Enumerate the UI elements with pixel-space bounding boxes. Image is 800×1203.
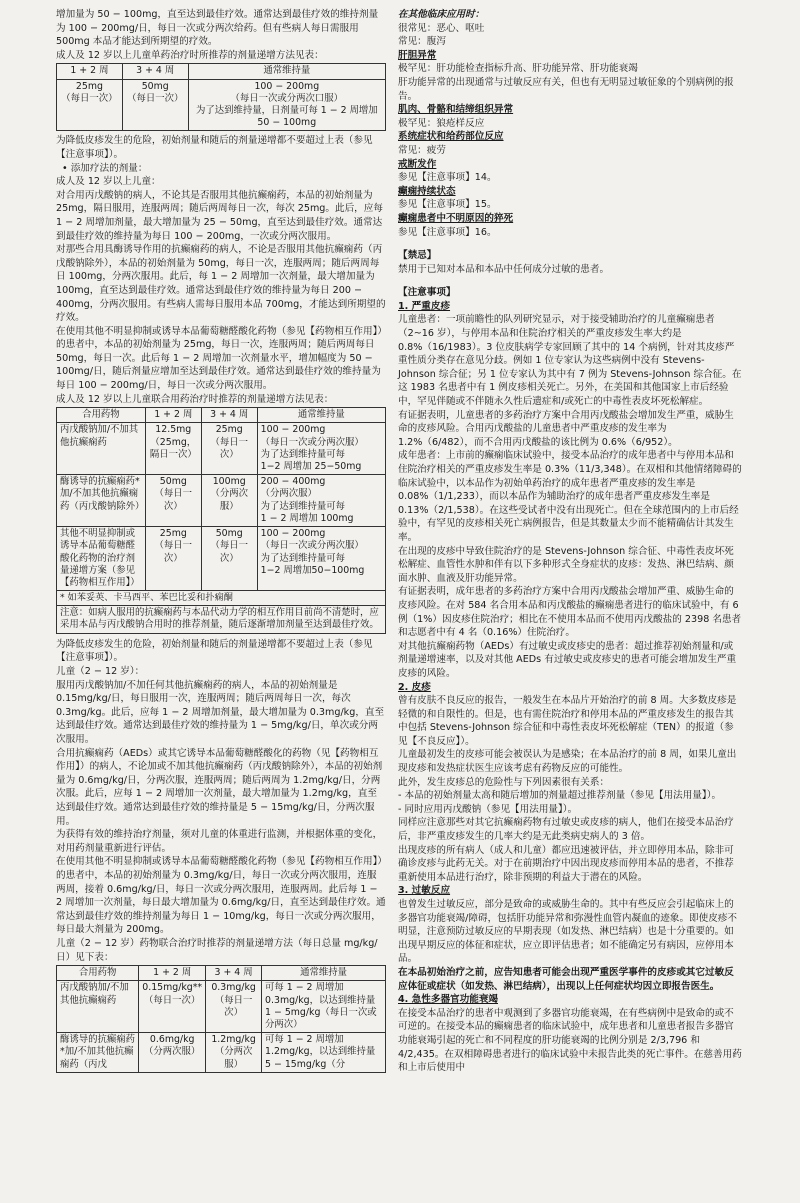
status-epilepticus-line: 参见【注意事项】15。 <box>398 199 497 211</box>
musculoskeletal-line: 极罕见：狼疮样反应 <box>398 117 485 129</box>
rash-paragraph: 同样应注意那些对其它抗癫痫药物有过敏史或皮疹的病人，他们在接受本品治疗后，非严重皮疹发生的几率大约是无此类病史病人的 3 倍。 <box>398 817 734 843</box>
organ-failure-heading: 4. 急性多器官功能衰竭 <box>398 994 499 1006</box>
left-column <box>56 8 386 1076</box>
rash-paragraph: 出现皮疹的所有病人（成人和儿童）都应迅速被评估，并立即停用本品，除非可确诊皮疹与此药无关。对于在前期治疗中因出现皮疹而停用本品的患者，不推荐重新使用本品进行治疗，除非预期的利益大于潜在的风险。 <box>398 844 734 883</box>
section-heading-musculoskeletal: 肌肉、骨骼和结缔组织异常 <box>398 104 514 116</box>
table-header: 1 + 2 周 <box>145 408 201 423</box>
table-cell: 100 − 200mg （每日一次或分两次服） 为了达到维持量可每 1−2 周增加50−100mg <box>257 527 385 591</box>
serious-rash-aed-history: 对其他抗癫痫药物（AEDs）有过敏史或皮疹史的患者：超过推荐初始剂量和/或剂量递增速率，以及对其他 AEDs 有过敏史或皮疹史的患者可能会增加发生严重皮疹的风险。 <box>398 640 737 679</box>
table-row <box>57 527 386 591</box>
table-cell: 酶诱导的抗癫痫药*加/不加其他抗癫痫药（丙戊酸钠除外） <box>57 475 146 527</box>
hypersensitivity-bold-warning: 在本品初始治疗之前，应告知患者可能会出现严重医学事件的皮疹或其它过敏反应体征或症状（如发热、淋巴结病），出现以上任何症状均因立即报告医生。 <box>398 966 734 992</box>
table-header: 3 + 4 周 <box>206 966 262 981</box>
inducer-paragraph: 对那些合用具酶诱导作用的抗癫痫药的病人，不论是否服用其他抗癫痫药（丙戊酸钠除外），本品的初始剂量为 50mg，每日一次，连服两周；随后两周每日 100mg，分两次服用。此后，每 1 − 2 周增加一次剂量，最大增加量为 100mg，直至达到最佳疗效。通常达到最佳疗效的维持量为每日 200 − 400mg，分两次服用。有些病人需每日服用本品 700mg，才能达到所期望的疗效。 <box>56 244 386 324</box>
precautions-heading: 【注意事项】 <box>398 287 456 299</box>
section-heading-systemic: 系统症状和给药部位反应 <box>398 131 504 143</box>
table-cell: 25mg （每日一次） <box>201 423 257 475</box>
table-header: 3 + 4 周 <box>122 64 188 79</box>
table-header: 通常维持量 <box>257 408 385 423</box>
section-heading-liver: 肝胆异常 <box>398 49 437 61</box>
rash-paragraph: 曾有皮肤不良反应的报告，一般发生在本品片开始治疗的前 8 周。大多数皮疹是轻微的和自限性的。但是，也有需住院治疗和停用本品的严重皮疹发生的报告其中包括 Stevens-Johnson 综合征和中毒性表皮坏死松解症（TEN）的报道（参见【不良反应】）。 <box>398 695 737 747</box>
table-header: 通常维持量 <box>188 64 385 79</box>
table-row <box>57 423 386 475</box>
valproate-paragraph: 对合用丙戊酸钠的病人，不论其是否服用其他抗癫痫药，本品的初始剂量为 25mg，隔日服用，连服两周；随后两周每日一次，每次 25mg。此后，应每 1 − 2 周增加剂量，最大增加量为 25 − 50mg，直至达到最佳疗效。通常达到最佳疗效的维持量为每日 100 − 200mg，一次或分两次服用。 <box>56 189 383 242</box>
table-row <box>57 981 386 1033</box>
serious-rash-types: 在出现的皮疹中导致住院治疗的是 Stevens-Johnson 综合征、中毒性表皮坏死松解症、血管性水肿和伴有以下多种形式全身症状的皮疹：发热、淋巴结病、颜面水肿、血液及肝功能异常。 <box>398 545 734 584</box>
child-other-paragraph: 在使用其他不明显抑制或诱导本品葡萄糖醛酸化药物（参见【药物相互作用】）的患者中，本品的初始剂量为 0.3mg/kg/日，每日一次或分两次服用，连服两周，接着 0.6mg/kg/日，每日一次或分两次服用，连服两周。此后每 1 − 2 周增加一次剂量，每日最大增加量为 0.6mg/kg/日，直至达到最佳疗效。通常达到最佳疗效的维持剂量为每日 1 − 10mg/kg，每日一次或分两次服用，每日最大剂量为 200mg。 <box>56 856 386 936</box>
table-header: 通常维持量 <box>262 966 386 981</box>
rash-paragraph: 此外，发生皮疹总的危险性与下列因素很有关系： <box>398 776 610 788</box>
dosage-intro: 增加量为 50 − 100mg，直至达到最佳疗效。通常达到最佳疗效的维持剂量为 100 − 200mg/日，每日一次或分两次给药。但有些病人每日需服用 500mg 本品才能达到所期望的疗效。 <box>56 9 379 48</box>
section-heading-sudep: 癫痫患者中不明原因的猝死 <box>398 212 514 224</box>
table-cell: 丙戊酸钠加/不加其他抗癫痫药 <box>57 423 146 475</box>
rash-paragraph: - 同时应用丙戊酸钠（参见【用法用量】）。 <box>398 803 578 815</box>
table-cell: 1.2mg/kg （分两次服） <box>206 1033 262 1073</box>
serious-rash-children: 儿童患者：一项前瞻性的队列研究显示，对于接受辅助治疗的儿童癫痫患者（2~16 岁），与停用本品和住院治疗相关的严重皮疹发生率大约是 0.8%（16/1983）。3 位皮肤病学专家回顾了其中的 14 个病例，针对其皮疹严重性质分类存在意见分歧。例如 1 位专家认为这些病例中没有 Stevens-Johnson 综合征；另 1 位专家认为其中有 7 例为 Stevens-Johnson 综合征。在这 1983 名患者中有 1 例皮疹相关死亡。另外，在美国和其他国家上市后经验中，罕见伴随或不伴随永久性后遗症和/或死亡的中毒性表皮坏死松解症。 <box>398 314 742 408</box>
other-experience-line: 很常见：恶心、呕吐 <box>398 22 485 34</box>
add-on-therapy-heading: • 添加疗法的剂量： <box>62 162 148 174</box>
serious-rash-adults: 成年患者：上市前的癫痫临床试验中，接受本品治疗的成年患者中与停用本品和住院治疗相关的严重皮疹发生率是 0.3%（11/3,348）。在双相和其他情绪障碍的临床试验中，以本品作为初始单药治疗的成年患者严重皮疹的发生率是 0.08%（1/1,233），而以本品作为辅助治疗的成年患者严重皮疹发生率是 0.13%（2/1,538）。在这些受试者中没有出现死亡。但在全球范围内的上市后经验中，有罕见的皮疹相关死亡病例报告，但是其数量太少而不能精确估计其发生率。 <box>398 450 742 543</box>
table-cell: 50mg （每日一次） <box>201 527 257 591</box>
rash-warning-1: 为降低皮疹发生的危险，初始剂量和随后的剂量递增都不要超过上表（参见【注意事项】）。 <box>56 135 373 160</box>
table-cell: 其他不明显抑制或诱导本品葡萄糖醛酸化药物的治疗剂量递增方案（参见【药物相互作用】） <box>57 527 146 591</box>
table1-caption: 成人及 12 岁以上儿童单药治疗时所推荐的剂量递增方法见表： <box>56 49 324 61</box>
table-note: 注意：如病人服用的抗癫痫药与本品代动力学的相互作用目前尚不清楚时，应采用本品与丙戊酸钠合用时的推荐剂量，随后逐渐增加剂量至达到最佳疗效。 <box>56 606 386 634</box>
child-valproate-paragraph: 服用丙戊酸钠加/不加任何其他抗癫痫药的病人，本品的初始剂量是 0.15mg/kg/日，每日服用一次，连服两周；随后两周每日一次，每次 0.3mg/kg。此后，应每 1 − 2 周增加剂量，最大增加量为 0.3mg/kg，直至达到最佳疗效。通常达到最佳疗效的维持量为 1 − 5mg/kg/日，单次或分两次服用。 <box>56 679 385 746</box>
table-cell: 可每 1 − 2 周增加 0.3mg/kg，以达到维持量 1 − 5mg/kg（每日一次或分两次） <box>262 981 386 1033</box>
table-cell: 酶诱导的抗癫痫药*加/不加其他抗癫痫药（丙戊 <box>57 1033 139 1073</box>
hypersensitivity-heading: 3. 过敏反应 <box>398 885 451 897</box>
table-cell: 可每 1 − 2 周增加 1.2mg/kg，以达到维持量 5 − 15mg/kg（分 <box>262 1033 386 1073</box>
serious-rash-evidence-2: 有证据表明，成年患者的多药治疗方案中合用丙戊酸盐会增加严重、威胁生命的皮疹风险。在对 584 名合用本品和丙戊酸盐的癫痫患者进行的临床试验中，有 6 例（1%）因皮疹住院治疗；相比在不使用本品而不使用丙戊酸盐的 2398 名患者和志愿者中有 4 名（0.16%）住院治疗。 <box>398 586 742 639</box>
rash-paragraph: - 本品的初始剂量太高和随后增加的剂量超过推荐剂量（参见【用法用量】）。 <box>398 790 722 802</box>
adjunctive-dosage-table <box>56 407 386 591</box>
table-cell: 丙戊酸钠加/不加其他抗癫痫药 <box>57 981 139 1033</box>
rash-heading: 2. 皮疹 <box>398 681 431 693</box>
table-cell: 100 − 200mg （每日一次或分两次服） 为了达到维持量可每 1−2 周增加 25−50mg <box>257 423 385 475</box>
adult-heading: 成人及 12 岁以上儿童： <box>56 176 161 188</box>
withdrawal-line: 参见【注意事项】14。 <box>398 172 497 184</box>
child-heading: 儿童（2 − 12 岁）： <box>56 666 145 678</box>
child-weight-paragraph: 为获得有效的维持治疗剂量，须对儿童的体重进行监测，并根据体重的变化，对用药剂量重新进行评估。 <box>56 829 383 854</box>
table-cell: 50mg （每日一次） <box>122 79 188 131</box>
monotherapy-dosage-table <box>56 63 386 131</box>
table-cell: 0.3mg/kg （每日一次） <box>206 981 262 1033</box>
sudep-line: 参见【注意事项】16。 <box>398 226 497 238</box>
table2-caption: 成人及 12 岁以上儿童联合用药治疗时推荐的剂量递增方法见表： <box>56 393 334 405</box>
serious-rash-evidence: 有证据表明，儿童患者的多药治疗方案中合用丙戊酸盐会增加发生严重，威胁生命的皮疹风险。合用丙戊酸盐的儿童患者中严重皮疹的发生率为 1.2%（6/482），而不合用丙戊酸盐的该比例为 0.6%（6/952）。 <box>398 409 734 448</box>
table-cell: 200 − 400mg （分两次服） 为了达到维持量可每 1 − 2 周增加 100mg <box>257 475 385 527</box>
liver-line: 极罕见：肝功能检查指标升高、肝功能异常、肝功能衰竭 <box>398 63 638 75</box>
systemic-line: 常见：疲劳 <box>398 144 446 156</box>
contraindications-text: 禁用于已知对本品和本品中任何成分过敏的患者。 <box>398 263 610 275</box>
table-header: 1 + 2 周 <box>139 966 206 981</box>
table-cell: 100 − 200mg （每日一次或分两次口服） 为了达到维持量，日剂量可每 1 − 2 周增加 50 − 100mg <box>188 79 385 131</box>
liver-line: 肝功能异常的出现通常与过敏反应有关，但也有无明显过敏征象的个别病例的报告。 <box>398 76 734 102</box>
hypersensitivity-paragraph: 也曾发生过敏反应，部分是致命的或威胁生命的。其中有些反应会引起临床上的多器官功能衰竭/障碍，包括肝功能异常和弥漫性血管内凝血的迹象。即使皮疹不明显，注意预防过敏反应的早期表现（如发热、淋巴结病）也是十分重要的。如出现早期反应的体征和症状，应立即评估患者；如不能确定另有病因，应停用本品。 <box>398 899 738 965</box>
table-footnote: * 如苯妥英、卡马西平、苯巴比妥和扑痫酮 <box>56 591 386 606</box>
right-column <box>398 8 742 1075</box>
table3-caption: 儿童（2 − 12 岁）药物联合治疗时推荐的剂量递增方法（每日总量 mg/kg/日）见下表： <box>56 937 378 963</box>
section-heading-withdrawal: 戒断发作 <box>398 158 437 170</box>
table-cell: 25mg （每日一次） <box>57 79 123 131</box>
table-header: 3 + 4 周 <box>201 408 257 423</box>
other-experience-line: 常见：腹泻 <box>398 36 446 48</box>
table-row <box>57 1033 386 1073</box>
rash-paragraph: 儿童最初发生的皮疹可能会被误认为是感染；在本品治疗的前 8 周，如果儿童出现皮疹和发热症状医生应该考虑有药物反应的可能性。 <box>398 749 737 775</box>
other-experience-heading: 在其他临床应用时： <box>398 9 485 20</box>
table-cell: 0.6mg/kg （分两次服） <box>139 1033 206 1073</box>
table-header: 合用药物 <box>57 408 146 423</box>
table-row <box>57 475 386 527</box>
organ-failure-paragraph: 在接受本品治疗的患者中观测到了多器官功能衰竭，在有些病例中是致命的或不可逆的。在接受本品的癫痫患者的临床试验中，成年患者和儿童患者报告多器官功能衰竭引起的死亡和不同程度的肝功能衰竭的比例分别是 2/3,796 和 4/2,435。在双相障碍患者进行的临床试验中未报告此类的死亡事件。在慈善用药和上市后使用中 <box>398 1007 742 1074</box>
other-drug-paragraph: 在使用其他不明显抑制或诱导本品葡萄糖醛酸化药物（参见【药物相互作用】）的患者中，本品的初始剂量为 25mg，每日一次，连服两周；随后两周每日 50mg，每日一次。此后每 1 − 2 周增加一次剂量水平，增加幅度为 50 − 100mg/日，随后剂量应增加至达到最佳疗效。通常达到最佳疗效的维持量为每日 100 − 200mg/日，每日一次或分两次服用。 <box>56 325 383 392</box>
section-heading-status-epilepticus: 癫痫持续状态 <box>398 185 456 197</box>
table-cell: 100mg （分两次服） <box>201 475 257 527</box>
child-dosage-table <box>56 965 386 1073</box>
rash-warning-2: 为降低皮疹发生的危险，初始剂量和随后的剂量递增都不要超过上表（参见【注意事项】）。 <box>56 638 373 664</box>
table-cell: 12.5mg （25mg， 隔日一次） <box>145 423 201 475</box>
serious-rash-heading: 1. 严重皮疹 <box>398 300 451 312</box>
child-aed-paragraph: 合用抗癫痫药（AEDs）或其它诱导本品葡萄糖醛酸化的药物（见【药物相互作用】）的病人，不论加或不加其他抗癫痫药（丙戊酸钠除外），本品的初始剂量为 0.6mg/kg/日，分两次服，连服两周；随后两周为 1.2mg/kg/日，分两次服。此后，应每 1 − 2 周增加一次剂量，最大增加量为 1.2mg/kg，直至达到最佳疗效。通常达到最佳疗效的维持量是 5 − 15mg/kg/日，分两次服用。 <box>56 747 383 827</box>
table-cell: 50mg （每日一次） <box>145 475 201 527</box>
table-header: 1 + 2 周 <box>57 64 123 79</box>
contraindications-heading: 【禁忌】 <box>398 250 437 262</box>
table-cell: 0.15mg/kg** （每日一次） <box>139 981 206 1033</box>
table-cell: 25mg （每日一次） <box>145 527 201 591</box>
table-header: 合用药物 <box>57 966 139 981</box>
